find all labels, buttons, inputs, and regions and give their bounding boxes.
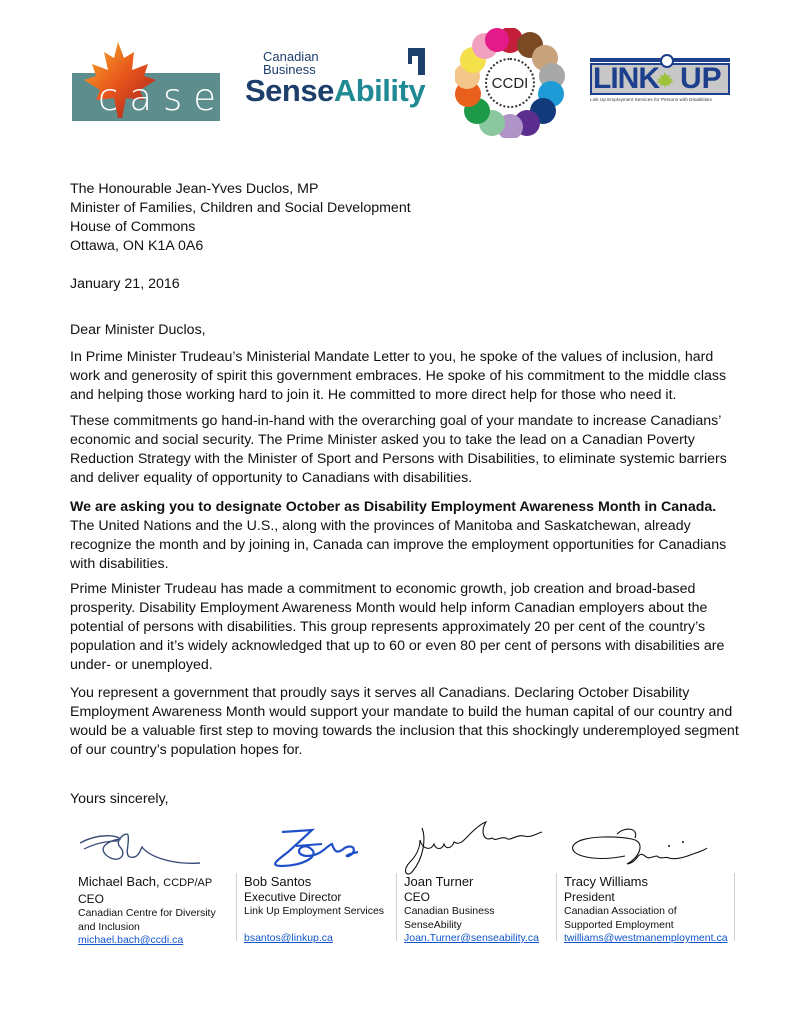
linkup-logo-tagline: Link Up Employment Services for Persons with Disabilities bbox=[590, 97, 712, 102]
signature-michael-bach bbox=[78, 825, 203, 870]
signature-bob-santos bbox=[262, 826, 367, 871]
recipient-office: House of Commons bbox=[70, 219, 196, 235]
signatory-name: Joan Turner bbox=[404, 874, 474, 889]
paragraph-3 bbox=[70, 498, 740, 574]
linkup-logo-word1: LINK bbox=[593, 62, 659, 95]
signature-joan-turner bbox=[400, 818, 545, 876]
linkup-logo bbox=[590, 55, 740, 110]
signatory-org-continued bbox=[244, 919, 399, 933]
signatory-org-continued: Supported Employment bbox=[564, 918, 674, 931]
signatory-title: President bbox=[564, 890, 615, 904]
senseability-mark-icon bbox=[408, 48, 425, 75]
signatory-joan-turner bbox=[396, 873, 554, 944]
signatory-credential: CCDP/AP bbox=[163, 877, 213, 889]
signatory-tracy-williams bbox=[556, 873, 735, 944]
linkup-logo-word2: UP bbox=[680, 62, 722, 95]
paragraph-3-body: The United Nations and the U.S., along with the provinces of Manitoba and Saskatchewan, already recognize the month and by joining in, Canada can improve the employment opportunities for Canadians with disabilities. bbox=[70, 518, 727, 572]
senseability-logo-wordmark: SenseAbility bbox=[245, 73, 426, 108]
signatory-title: CEO bbox=[78, 892, 105, 906]
signatory-org: Link Up Employment Services bbox=[244, 905, 385, 917]
signatory-name: Tracy Williams bbox=[564, 874, 649, 889]
signatory-name: Michael Bach, bbox=[78, 874, 160, 889]
signatory-org: Canadian Business bbox=[404, 905, 495, 917]
recipient-address bbox=[70, 180, 411, 256]
paragraph-2: These commitments go hand-in-hand with the overarching goal of your mandate to increase Canadians’ economic and social security. The Prime Minister asked you to take the lead on a Canadian Poverty Reduction Strategy with the Minister of Sport and Persons with Disabilities, to eliminate systemic barriers and deliver equality of opportunity to Canadians with disabilities. bbox=[70, 413, 727, 486]
case-logo bbox=[70, 40, 228, 120]
signatory-bob-santos bbox=[236, 873, 399, 944]
signatory-org: Canadian Centre for Diversity bbox=[78, 907, 216, 919]
ccdi-logo bbox=[455, 28, 565, 138]
signatory-name: Bob Santos bbox=[244, 874, 312, 889]
paragraph-3-request: We are asking you to designate October as Disability Employment Awareness Month in Canada. bbox=[70, 499, 717, 515]
signatory-email-link[interactable]: Joan.Turner@senseability.ca bbox=[404, 932, 539, 944]
linkup-ring-icon bbox=[660, 54, 674, 68]
recipient-city: Ottawa, ON K1A 0A6 bbox=[70, 238, 204, 254]
paragraph-5: You represent a government that proudly says it serves all Canadians. Declaring October Disability Employment Awareness Month would support your mandate to build the human capital of our country and would be a valuable first step to moving towards the inclusion that this shockingly underemployed segment of our country’s population hopes for. bbox=[70, 685, 739, 758]
signatory-email-link[interactable]: michael.bach@ccdi.ca bbox=[78, 934, 184, 946]
signatory-org-continued: SenseAbility bbox=[404, 918, 462, 931]
recipient-name: The Honourable Jean-Yves Duclos, MP bbox=[70, 181, 319, 197]
letter-date: January 21, 2016 bbox=[70, 276, 180, 292]
signatory-michael-bach bbox=[78, 873, 233, 948]
salutation: Dear Minister Duclos, bbox=[70, 322, 206, 338]
recipient-title: Minister of Families, Children and Social Development bbox=[70, 200, 411, 216]
signatory-org-continued: and Inclusion bbox=[78, 920, 140, 933]
case-logo-text: case bbox=[98, 76, 228, 119]
signature-tracy-williams bbox=[565, 826, 710, 874]
senseability-logo-subtitle: Canadian Business bbox=[263, 49, 319, 77]
signatory-org: Canadian Association of bbox=[564, 905, 677, 917]
closing: Yours sincerely, bbox=[70, 791, 169, 807]
senseability-logo bbox=[245, 45, 435, 107]
paragraph-1: In Prime Minister Trudeau’s Ministerial Mandate Letter to you, he spoke of the values of inclusion, hard work and generosity of spirit this government embraces. He spoke of his commitment to the middle class and helping those working hard to join it. He committed to more direct help for those who need it. bbox=[70, 349, 727, 403]
signatory-title: Executive Director bbox=[244, 890, 342, 904]
signatory-title: CEO bbox=[404, 890, 431, 904]
ccdi-logo-text: CCDI bbox=[485, 58, 535, 108]
signatory-email-link[interactable]: bsantos@linkup.ca bbox=[244, 932, 333, 944]
paragraph-4: Prime Minister Trudeau has made a commitment to economic growth, job creation and broad-based prosperity. Disability Employment Awareness Month would help inform Canadian employers about the potential of persons with disabilities. This group represents approximately 20 per cent of the country’s population and it’s widely acknowledged that up to 60 or even 80 per cent of persons with disabilities are under- or unemployed. bbox=[70, 581, 725, 673]
linkup-maple-leaf-icon bbox=[656, 72, 674, 88]
signatory-email-link[interactable]: twilliams@westmanemployment.ca bbox=[564, 932, 728, 944]
